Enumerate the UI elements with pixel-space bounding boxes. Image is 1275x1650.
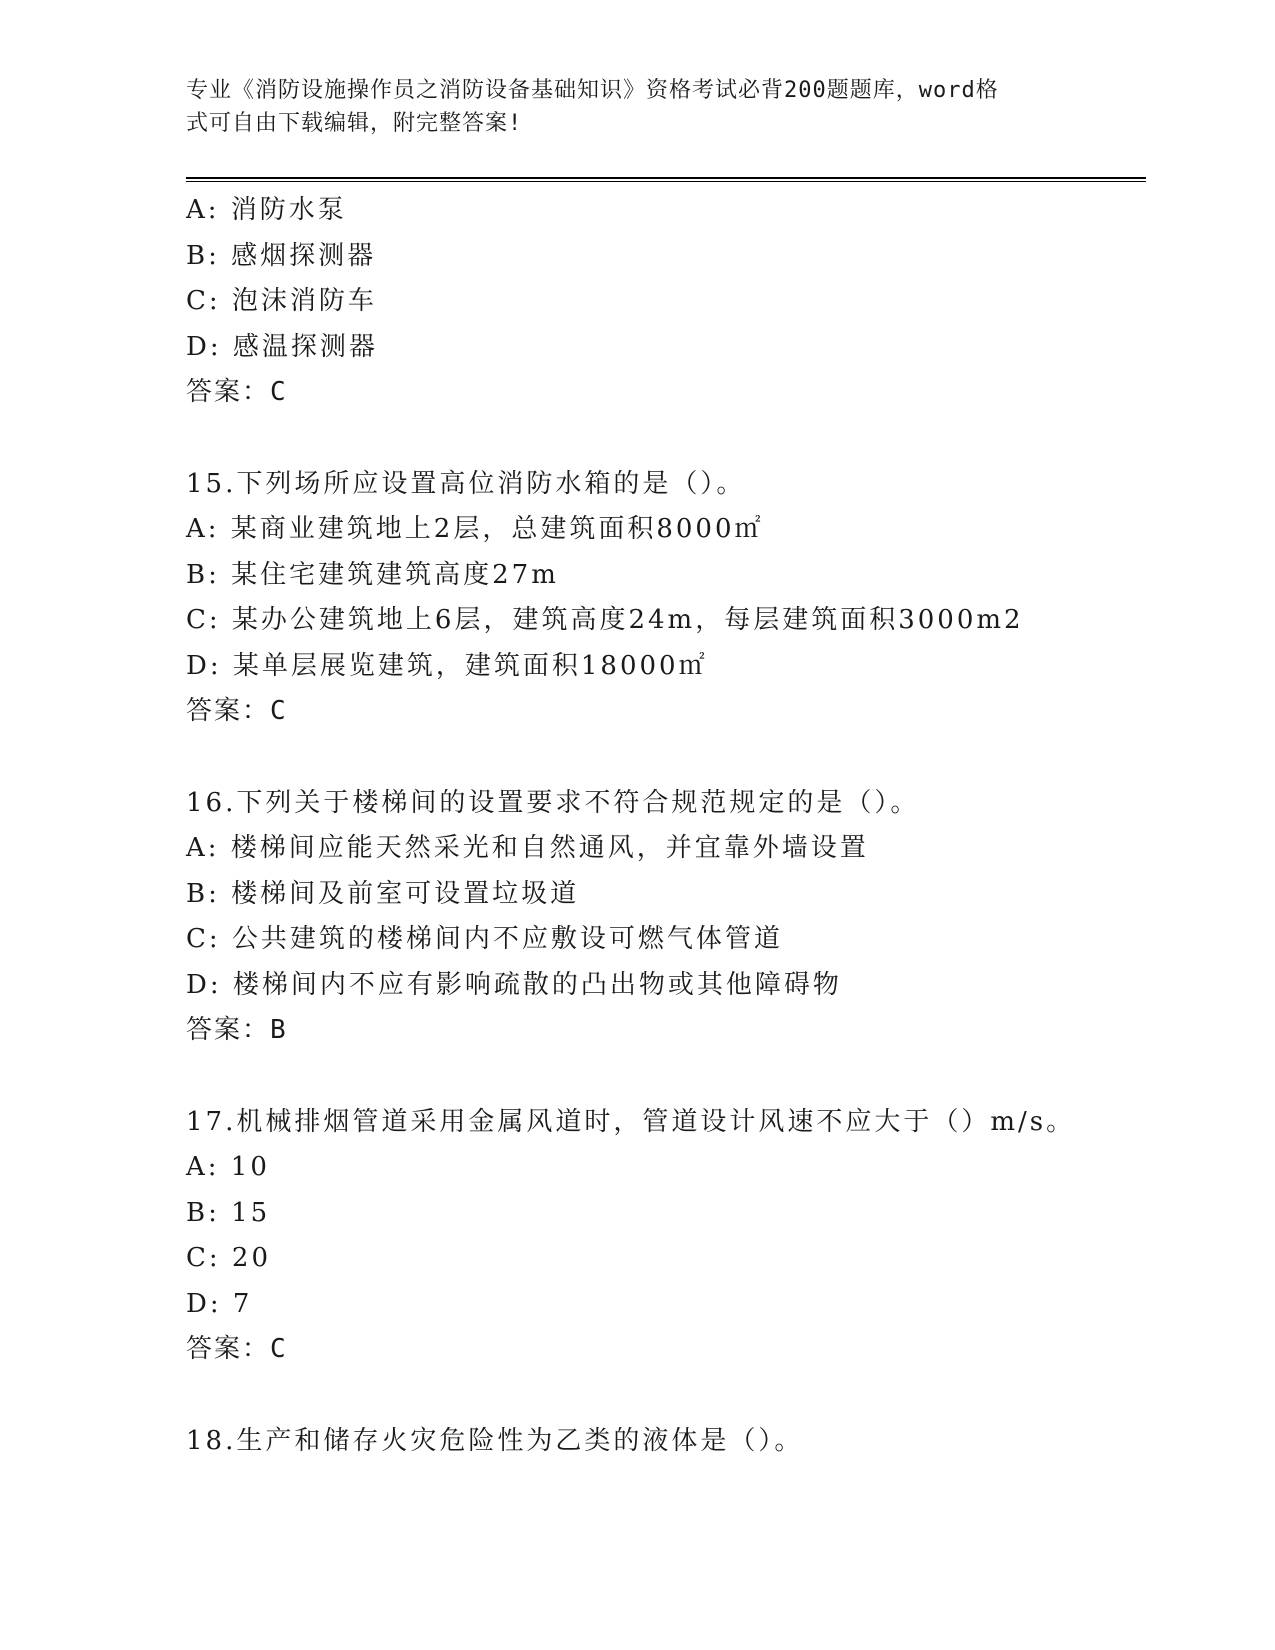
question-stem: 18.生产和储存火灾危险性为乙类的液体是（）。 (186, 1425, 804, 1456)
header-title-line-2: 式可自由下载编辑，附完整答案! (186, 111, 523, 136)
question-stem: 16.下列关于楼梯间的设置要求不符合规范规定的是（）。 (186, 787, 920, 818)
option-b: B: 感烟探测器 (186, 240, 377, 271)
question-list (186, 188, 1146, 1464)
option-b: B: 楼梯间及前室可设置垃圾道 (186, 878, 580, 909)
question-block-15 (186, 462, 1146, 735)
option-c: C: 20 (186, 1243, 272, 1273)
question-block-16 (186, 781, 1146, 1054)
spacer (186, 1373, 1146, 1419)
option-c: C: 泡沫消防车 (186, 286, 377, 316)
option-b: B: 某住宅建筑建筑高度27m (186, 559, 559, 590)
option-a: A: 某商业建筑地上2层，总建筑面积8000㎡ (186, 514, 764, 544)
document-header (186, 74, 1066, 140)
option-d: D: 感温探测器 (186, 331, 378, 362)
spacer (186, 416, 1146, 462)
question-stem: 15.下列场所应设置高位消防水箱的是（）。 (186, 468, 746, 499)
option-a: A: 楼梯间应能天然采光和自然通风，并宜靠外墙设置 (186, 833, 869, 863)
answer-line: 答案：C (186, 377, 288, 407)
header-title-line-1: 专业《消防设施操作员之消防设备基础知识》资格考试必背200题题库，word格 (186, 78, 999, 103)
header-rule-thick (186, 177, 1146, 179)
option-d: D: 楼梯间内不应有影响疏散的凸出物或其他障碍物 (186, 969, 842, 1000)
option-d: D: 某单层展览建筑，建筑面积18000㎡ (186, 650, 708, 681)
answer-line: 答案：B (186, 1015, 288, 1045)
option-c: C: 公共建筑的楼梯间内不应敷设可燃气体管道 (186, 924, 783, 954)
spacer (186, 1054, 1146, 1100)
question-block-17 (186, 1100, 1146, 1373)
option-d: D: 7 (186, 1288, 253, 1319)
spacer (186, 735, 1146, 781)
answer-line: 答案：C (186, 696, 288, 726)
answer-line: 答案：C (186, 1334, 288, 1364)
question-block-18 (186, 1419, 1146, 1465)
option-b: B: 15 (186, 1197, 271, 1228)
option-a: A: 10 (186, 1152, 270, 1182)
header-rule-thin (186, 181, 1146, 182)
option-a: A: 消防水泵 (186, 195, 347, 225)
option-c: C: 某办公建筑地上6层，建筑高度24m，每层建筑面积3000m2 (186, 605, 1024, 635)
question-block-partial (186, 188, 1146, 416)
question-stem: 17.机械排烟管道采用金属风道时，管道设计风速不应大于（）m/s。 (186, 1106, 1076, 1137)
